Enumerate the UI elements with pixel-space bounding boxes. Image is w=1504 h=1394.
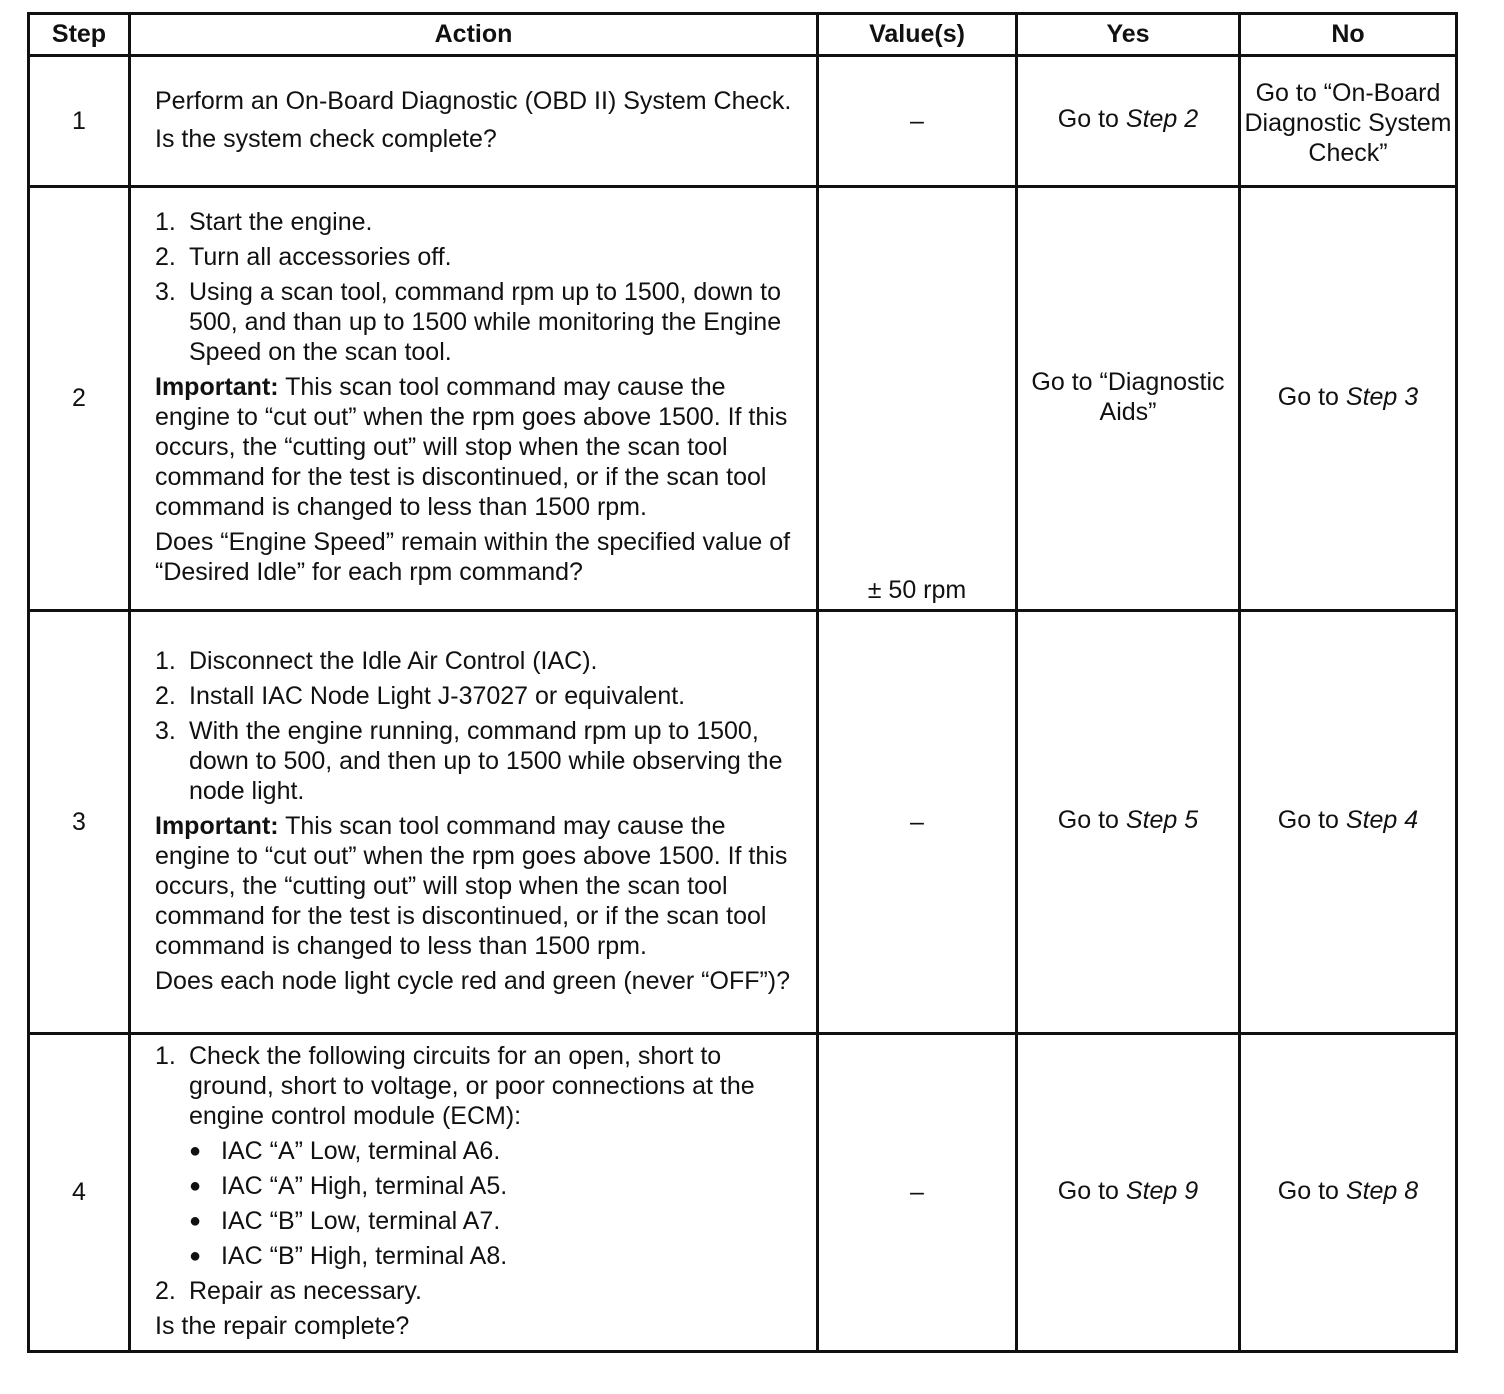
list-text: Check the following circuits for an open, short to ground, short to voltage, or poor connections at the engine control module (ECM): <box>189 1042 755 1130</box>
bullet-icon: ● <box>189 1245 202 1267</box>
list-item <box>155 1041 806 1131</box>
bullet-text: IAC “B” Low, terminal A7. <box>221 1207 501 1235</box>
table-row <box>29 611 1457 1034</box>
yes-cell <box>1017 56 1240 187</box>
no-cell <box>1240 187 1457 611</box>
action-question: Is the system check complete? <box>155 124 497 153</box>
header-action: Action <box>130 14 818 56</box>
list-item <box>155 242 806 272</box>
no-cell <box>1240 56 1457 187</box>
no-step-link[interactable]: Step 8 <box>1345 1176 1419 1205</box>
no-prefix: Go to <box>1277 382 1339 411</box>
action-question: Is the repair complete? <box>155 1312 410 1340</box>
value-cell: – <box>818 1034 1017 1352</box>
yes-prefix: Go to <box>1057 105 1119 133</box>
important-text: This scan tool command may cause the engine to “cut out” when the rpm goes above 1500. If this occurs, the “cutting out” will stop when the scan tool command for the test is discontinued, or if the scan tool command is changed to less than 1500 rpm. <box>155 373 788 521</box>
list-text: With the engine running, command rpm up to 1500, down to 500, and then up to 1500 while observing the node light. <box>189 716 783 805</box>
yes-step-link[interactable]: Step 9 <box>1125 1176 1199 1205</box>
action-cell <box>130 56 818 187</box>
header-row <box>29 14 1457 56</box>
list-text: Turn all accessories off. <box>189 243 452 271</box>
no-cell <box>1240 611 1457 1034</box>
value-cell: – <box>818 56 1017 187</box>
yes-prefix: Go to <box>1057 1176 1119 1205</box>
no-step-link[interactable]: Step 4 <box>1345 806 1419 834</box>
yes-step-link[interactable]: Step 2 <box>1125 105 1199 133</box>
list-text: Start the engine. <box>189 208 373 236</box>
list-number: 1. <box>155 1042 176 1070</box>
bullet-icon: ● <box>189 1175 202 1197</box>
important-label: Important: <box>155 373 279 401</box>
action-text: Perform an On-Board Diagnostic (OBD II) System Check. <box>155 86 792 115</box>
list-text: Repair as necessary. <box>189 1277 422 1305</box>
important-note <box>155 811 806 961</box>
bullet-icon: ● <box>189 1210 202 1232</box>
list-number: 3. <box>155 716 176 745</box>
action-question: Does each node light cycle red and green (never “OFF”)? <box>155 966 791 995</box>
bullet-text: IAC “A” Low, terminal A6. <box>221 1137 501 1165</box>
step-number: 2 <box>29 187 130 611</box>
bullet-text: IAC “B” High, terminal A8. <box>221 1242 508 1270</box>
bullet-item <box>189 1241 806 1271</box>
value-cell: ± 50 rpm <box>818 187 1017 611</box>
no-step-link[interactable]: Step 3 <box>1345 382 1419 411</box>
header-values: Value(s) <box>818 14 1017 56</box>
action-cell <box>130 187 818 611</box>
important-label: Important: <box>155 811 279 840</box>
value-cell: – <box>818 611 1017 1034</box>
list-item <box>155 1276 806 1306</box>
list-text: Using a scan tool, command rpm up to 1500, down to 500, and than up to 1500 while monitoring the Engine Speed on the scan tool. <box>189 278 782 366</box>
list-item <box>155 277 806 367</box>
no-prefix: Go to <box>1277 806 1339 834</box>
bullet-item <box>189 1136 806 1166</box>
yes-prefix: Go to <box>1057 806 1119 834</box>
list-item <box>155 716 806 806</box>
action-question: Does “Engine Speed” remain within the specified value of “Desired Idle” for each rpm command? <box>155 528 791 586</box>
yes-cell <box>1017 187 1240 611</box>
step-number: 1 <box>29 56 130 187</box>
important-text: This scan tool command may cause the engine to “cut out” when the rpm goes above 1500. If this occurs, the “cutting out” will stop when the scan tool command for the test is discontinued, or if the scan tool command is changed to less than 1500 rpm. <box>155 811 788 960</box>
yes-step-link[interactable]: Step 5 <box>1125 806 1199 834</box>
table-row <box>29 187 1457 611</box>
no-prefix: Go to <box>1277 1176 1339 1205</box>
header-step: Step <box>29 14 130 56</box>
bullet-item <box>189 1206 806 1236</box>
no-cell <box>1240 1034 1457 1352</box>
bullet-icon: ● <box>189 1140 202 1162</box>
diagnostic-table <box>27 12 1458 1353</box>
header-yes: Yes <box>1017 14 1240 56</box>
list-number: 1. <box>155 208 176 236</box>
list-text: Disconnect the Idle Air Control (IAC). <box>189 646 598 675</box>
bullet-item <box>189 1171 806 1201</box>
list-item <box>155 646 806 676</box>
list-number: 2. <box>155 1277 176 1305</box>
important-note <box>155 372 806 522</box>
no-link[interactable]: Go to “On-Board Diagnostic System Check” <box>1244 79 1452 167</box>
list-number: 3. <box>155 278 176 306</box>
bullet-text: IAC “A” High, terminal A5. <box>221 1172 508 1200</box>
list-item <box>155 207 806 237</box>
yes-cell <box>1017 1034 1240 1352</box>
step-number: 4 <box>29 1034 130 1352</box>
action-cell <box>130 1034 818 1352</box>
yes-cell <box>1017 611 1240 1034</box>
table-row <box>29 1034 1457 1352</box>
list-item <box>155 681 806 711</box>
header-no: No <box>1240 14 1457 56</box>
list-number: 2. <box>155 243 176 271</box>
list-number: 2. <box>155 681 176 710</box>
table-row <box>29 56 1457 187</box>
yes-link[interactable]: Go to “Diagnostic Aids” <box>1031 367 1225 426</box>
step-number: 3 <box>29 611 130 1034</box>
list-number: 1. <box>155 646 176 675</box>
list-text: Install IAC Node Light J-37027 or equivalent. <box>189 681 686 710</box>
action-cell <box>130 611 818 1034</box>
